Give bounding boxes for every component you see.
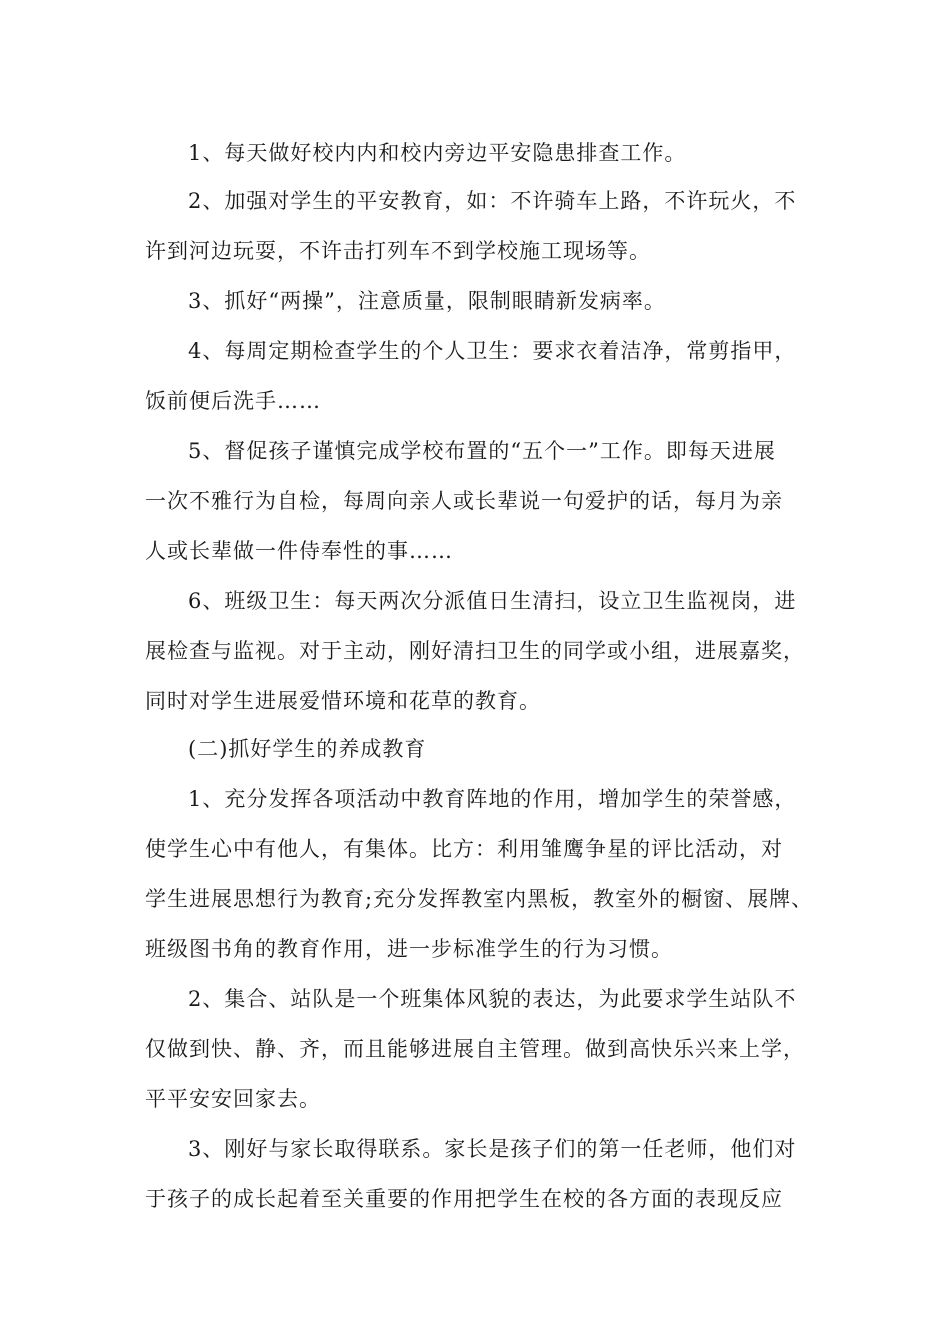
paragraph-line: 饭前便后洗手…… bbox=[145, 389, 321, 413]
section-heading: (二)抓好学生的养成教育 bbox=[188, 737, 427, 761]
paragraph-line: 仅做到快、静、齐，而且能够进展自主管理。做到高快乐兴来上学， bbox=[145, 1037, 805, 1061]
paragraph-line: 2、加强对学生的平安教育，如：不许骑车上路，不许玩火，不 bbox=[188, 189, 797, 213]
paragraph-line: 平平安安回家去。 bbox=[145, 1087, 321, 1111]
paragraph-line: 3、抓好“两操”，注意质量，限制眼睛新发病率。 bbox=[188, 289, 666, 313]
paragraph-line: 4、每周定期检查学生的个人卫生：要求衣着洁净，常剪指甲， bbox=[188, 339, 797, 363]
paragraph-line: 6、班级卫生：每天两次分派值日生清扫，设立卫生监视岗，进 bbox=[188, 589, 797, 613]
paragraph-line: 使学生心中有他人，有集体。比方：利用雏鹰争星的评比活动，对 bbox=[145, 837, 783, 861]
paragraph-line: 一次不雅行为自检，每周向亲人或长辈说一句爱护的话，每月为亲 bbox=[145, 489, 783, 513]
paragraph-line: 5、督促孩子谨慎完成学校布置的“五个一”工作。即每天进展 bbox=[188, 439, 776, 463]
paragraph-line: 人或长辈做一件侍奉性的事…… bbox=[145, 539, 453, 563]
paragraph-line: 展检查与监视。对于主动，刚好清扫卫生的同学或小组，进展嘉奖， bbox=[145, 639, 805, 663]
paragraph-line: 3、刚好与家长取得联系。家长是孩子们的第一任老师，他们对 bbox=[188, 1137, 797, 1161]
paragraph-line: 同时对学生进展爱惜环境和花草的教育。 bbox=[145, 689, 541, 713]
paragraph-line: 1、充分发挥各项活动中教育阵地的作用，增加学生的荣誉感， bbox=[188, 787, 797, 811]
paragraph-line: 1、每天做好校内内和校内旁边平安隐患排查工作。 bbox=[188, 141, 687, 165]
paragraph-line: 许到河边玩耍，不许击打列车不到学校施工现场等。 bbox=[145, 239, 651, 263]
paragraph-line: 于孩子的成长起着至关重要的作用把学生在校的各方面的表现反应 bbox=[145, 1187, 783, 1211]
paragraph-line: 班级图书角的教育作用，进一步标准学生的行为习惯。 bbox=[145, 937, 673, 961]
paragraph-line: 2、集合、站队是一个班集体风貌的表达，为此要求学生站队不 bbox=[188, 987, 797, 1011]
paragraph-line: 学生进展思想行为教育;充分发挥教室内黑板，教室外的橱窗、展牌、 bbox=[145, 887, 814, 911]
